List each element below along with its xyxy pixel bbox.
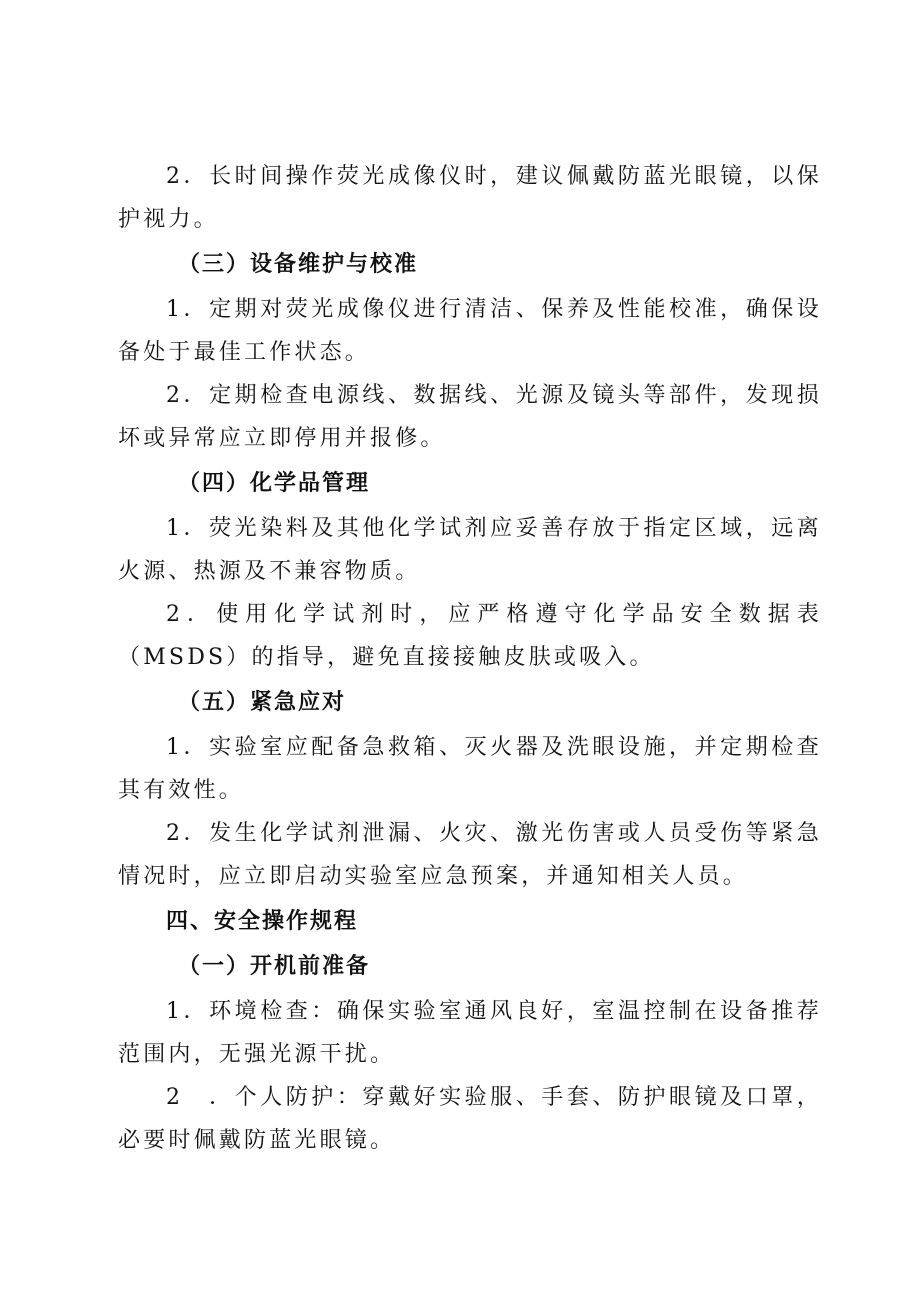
heading-chemical-management: （四）化学品管理: [178, 471, 371, 496]
paragraph-component-inspection: 2．定期检查电源线、数据线、光源及镜头等部件，发现损坏或异常应立即停用并报修。: [118, 383, 822, 451]
paragraph-chemical-storage: 1．荧光染料及其他化学试剂应妥善存放于指定区域，远离火源、热源及不兼容物质。: [118, 516, 822, 584]
heading-safety-procedures: 四、安全操作规程: [166, 909, 359, 934]
heading-pre-startup: （一）开机前准备: [178, 954, 371, 979]
paragraph-personal-protection: 2 ．个人防护：穿戴好实验服、手套、防护眼镜及口罩，必要时佩戴防蓝光眼镜。: [118, 1085, 822, 1153]
paragraph-blue-light-glasses: 2．长时间操作荧光成像仪时，建议佩戴防蓝光眼镜，以保护视力。: [118, 164, 822, 232]
document-body: [118, 155, 822, 1162]
paragraph-emergency-equipment: 1．实验室应配备急救箱、灭火器及洗眼设施，并定期检查其有效性。: [118, 735, 822, 803]
paragraph-environment-check: 1．环境检查：确保实验室通风良好，室温控制在设备推荐范围内，无强光源干扰。: [118, 999, 822, 1067]
paragraph-emergency-plan: 2．发生化学试剂泄漏、火灾、激光伤害或人员受伤等紧急情况时，应立即启动实验室应急预案，并通知相关人员。: [118, 821, 822, 889]
paragraph-cleaning-calibration: 1．定期对荧光成像仪进行清洁、保养及性能校准，确保设备处于最佳工作状态。: [118, 297, 822, 365]
paragraph-msds-guidance: 2．使用化学试剂时，应严格遵守化学品安全数据表（MSDS）的指导，避免直接接触皮肤或吸入。: [118, 602, 822, 670]
heading-emergency-response: （五）紧急应对: [178, 690, 347, 715]
heading-equipment-maintenance: （三）设备维护与校准: [178, 252, 419, 277]
